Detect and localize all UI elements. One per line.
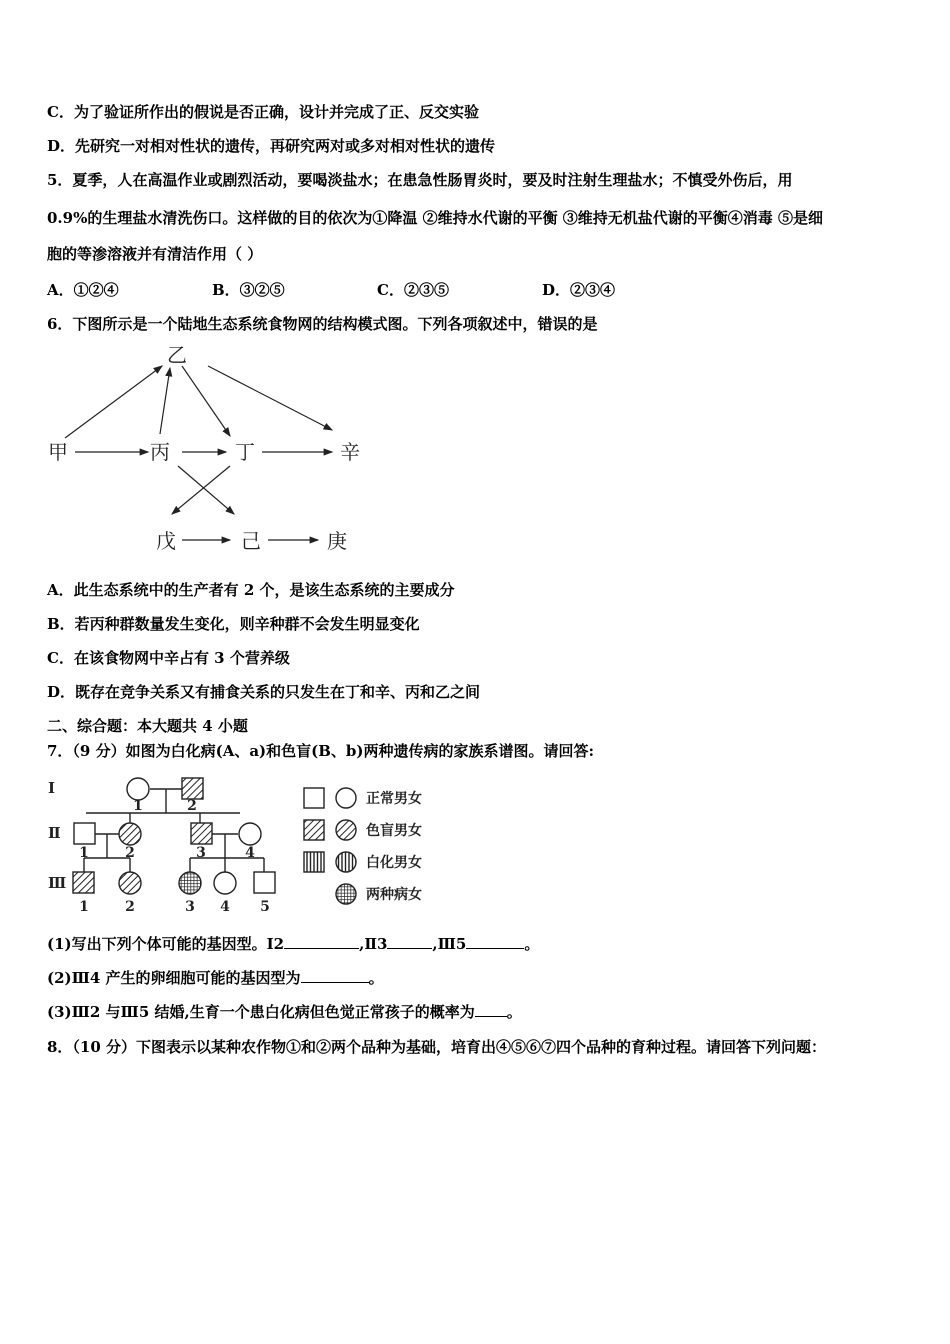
q5-options (47, 280, 615, 300)
legend-both: 两种病女 (366, 887, 422, 903)
arrow-yi-ding (182, 366, 230, 436)
ped-id-III2: 2 (125, 899, 135, 915)
q6-option-d: D．既存在竞争关系又有捕食关系的只发生在丁和辛、丙和乙之间 (47, 683, 481, 701)
q7-sub3: (3)Ⅲ2 与Ⅲ5 结婚,生育一个患白化病但色觉正常孩子的概率为 。 (47, 1003, 522, 1021)
section-heading: 二、综合题：本大题共 4 小题 (47, 717, 248, 735)
ped-id-III4: 4 (220, 899, 230, 915)
gen-label-2: Ⅱ (48, 824, 61, 842)
answer-blank-I2[interactable] (284, 934, 359, 949)
arrow-jia-yi (65, 366, 162, 438)
ped-III3-both-diseases-female (179, 872, 201, 894)
q5-option-c: C．②③⑤ (377, 281, 449, 299)
q6-option-a: A．此生态系统中的生产者有 2 个，是该生态系统的主要成分 (47, 581, 455, 599)
q5-option-a: A．①②④ (47, 281, 119, 299)
ped-II3-colorblind-male (191, 823, 212, 844)
q5-stem-line2: 0.9%的生理盐水清洗伤口。这样做的目的依次为①降温 ②维持水代谢的平衡 ③维持无机盐代谢的平衡④消毒 ⑤是细 (47, 209, 824, 227)
ped-id-III3: 3 (185, 899, 195, 915)
node-bing: 丙 (150, 440, 170, 464)
node-jia: 甲 (48, 440, 68, 464)
q4-option-d: D．先研究一对相对性状的遗传，再研究两对或多对相对性状的遗传 (47, 137, 496, 155)
node-ji: 己 (241, 529, 261, 553)
legend-normal: 正常男女 (366, 791, 422, 807)
food-web-diagram (40, 338, 370, 558)
node-ding: 丁 (235, 440, 255, 464)
q4-option-c: C．为了验证所作出的假说是否正确，设计并完成了正、反交实验 (47, 103, 479, 121)
node-geng: 庚 (327, 529, 347, 553)
ped-III2-colorblind-female (119, 872, 141, 894)
ped-III4-normal-female (214, 872, 236, 894)
ped-II2-colorblind-female (119, 823, 141, 845)
answer-blank-probability[interactable] (475, 1002, 507, 1017)
q6-stem: 6．下图所示是一个陆地生态系统食物网的结构模式图。下列各项叙述中，错误的是 (47, 315, 598, 333)
legend-colorblind: 色盲男女 (366, 823, 422, 839)
ped-I2-colorblind-male (182, 778, 203, 799)
ped-id-III1: 1 (79, 899, 89, 915)
pedigree-legend (304, 788, 422, 904)
q6-option-c: C．在该食物网中辛占有 3 个营养级 (47, 649, 290, 667)
node-xin: 辛 (340, 440, 360, 464)
q5-stem-line3: 胞的等渗溶液并有清洁作用（ ） (47, 245, 263, 263)
q5-option-d: D．②③④ (542, 281, 616, 299)
q5-option-b: B．③②⑤ (212, 281, 285, 299)
q7-stem: 7．（9 分）如图为白化病(A、a)和色盲(B、b)两种遗传病的家族系谱图。请回答: (47, 742, 595, 760)
ped-id-II1: 1 (79, 845, 89, 861)
ped-I1-normal-female (127, 778, 149, 800)
q7-sub2: (2)Ⅲ4 产生的卵细胞可能的基因型为 。 (47, 969, 384, 987)
ped-id-II2: 2 (125, 845, 135, 861)
arrow-bing-yi (160, 368, 170, 434)
arrow-yi-xin (208, 366, 332, 430)
legend-albinism: 白化男女 (366, 855, 422, 871)
q8-stem: 8．（10 分）下图表示以某种农作物①和②两个品种为基础，培育出④⑤⑥⑦四个品种的育种过程。请回答下列问题： (47, 1038, 827, 1056)
ped-III1-colorblind-male (73, 872, 94, 893)
pedigree-chart (40, 768, 440, 918)
gen-label-1: Ⅰ (48, 779, 56, 797)
answer-blank-egg[interactable] (301, 968, 369, 983)
q5-stem-line1: 5．夏季，人在高温作业或剧烈活动，要喝淡盐水；在患急性肠胃炎时，要及时注射生理盐水；不慎受外伤后，用 (47, 171, 793, 189)
ped-id-I1: 1 (133, 798, 143, 814)
ped-id-II4: 4 (245, 845, 255, 861)
answer-blank-II3[interactable] (387, 934, 432, 949)
ped-id-I2: 2 (187, 798, 197, 814)
node-yi: 乙 (167, 343, 187, 367)
q6-option-b: B．若丙种群数量发生变化，则辛种群不会发生明显变化 (47, 615, 420, 633)
gen-label-3: Ⅲ (48, 874, 67, 892)
ped-III5-normal-male (254, 872, 275, 893)
ped-II1-normal-male (74, 823, 95, 844)
ped-id-III5: 5 (260, 899, 270, 915)
arrow-bing-ji (178, 466, 234, 514)
ped-id-II3: 3 (196, 845, 206, 861)
q7-sub1: (1)写出下列个体可能的基因型。Ⅰ2 ,Ⅱ3 ,Ⅲ5 。 (47, 935, 540, 953)
node-wu: 戊 (156, 529, 176, 553)
answer-blank-III5[interactable] (466, 934, 524, 949)
arrow-ding-wu (172, 466, 230, 514)
ped-II4-normal-female (239, 823, 261, 845)
